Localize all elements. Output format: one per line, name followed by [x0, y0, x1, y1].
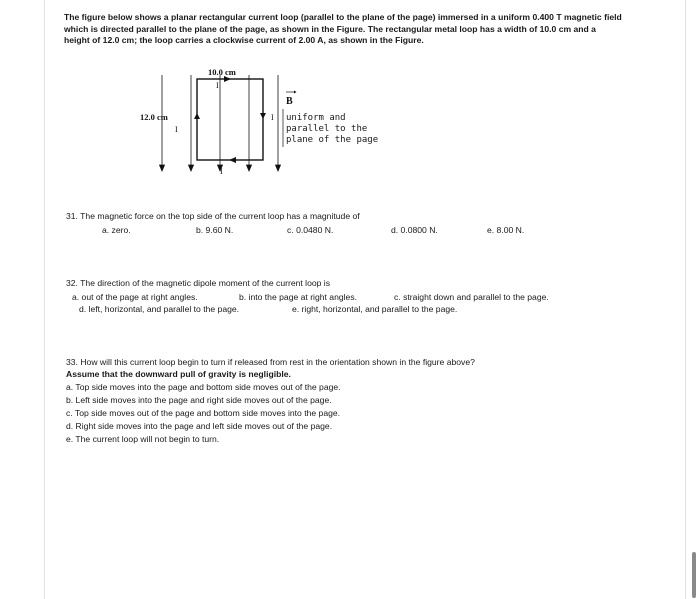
field-label: B [286, 96, 293, 107]
current-label-left: I [175, 125, 178, 134]
current-label-right: I [271, 113, 274, 122]
field-arrow [160, 165, 165, 171]
q32-stem: 32. The direction of the magnetic dipole moment of the current loop is [66, 278, 331, 288]
q33-option-c: c. Top side moves out of the page and bottom side moves into the page. [66, 408, 341, 418]
q32-option-e: e. right, horizontal, and parallel to the page. [292, 304, 458, 314]
current-arrow-right [260, 113, 266, 119]
q32-option-d: d. left, horizontal, and parallel to the page. [79, 304, 240, 314]
q33-option-b: b. Left side moves into the page and right side moves out of the page. [66, 395, 332, 405]
current-arrow-bottom [229, 157, 236, 163]
q33-stem: 33. How will this current loop begin to turn if released from rest in the orientation shown in the figure above? [66, 357, 475, 367]
current-label-bottom: I [220, 167, 223, 176]
q33-option-a: a. Top side moves into the page and bottom side moves out of the page. [66, 382, 341, 392]
current-loop [197, 79, 263, 160]
loop-figure [140, 65, 420, 185]
q32-option-c: c. straight down and parallel to the page. [394, 292, 549, 302]
q31-stem: 31. The magnetic force on the top side of the current loop has a magnitude of [66, 211, 360, 221]
q31-option-d: d. 0.0800 N. [391, 225, 438, 235]
q33-option-e: e. The current loop will not begin to turn. [66, 434, 220, 444]
field-desc-1: uniform and [286, 113, 346, 123]
q32-option-b: b. into the page at right angles. [239, 292, 358, 302]
width-label: 10.0 cm [208, 67, 236, 77]
current-arrow-left [194, 113, 200, 119]
q33-option-d: d. Right side moves into the page and left side moves out of the page. [66, 421, 333, 431]
current-label-top: I [216, 81, 219, 90]
field-arrow [276, 165, 281, 171]
q32-option-a: a. out of the page at right angles. [72, 292, 198, 302]
q31-option-b: b. 9.60 N. [196, 225, 234, 235]
scrollbar-thumb[interactable] [692, 552, 696, 598]
field-arrow [189, 165, 194, 171]
q31-option-c: c. 0.0480 N. [287, 225, 334, 235]
height-label: 12.0 cm [140, 112, 168, 122]
field-desc-2: parallel to the [286, 124, 368, 134]
problem-intro: The figure below shows a planar rectangular current loop (parallel to the plane of the page) immersed in a uniform 0.400 T magnetic field which is directed parallel to the plane of the page, as shown in the Figure. The rectangular metal loop has a width of 10.0 cm and a height of 12.0 cm; the loop carries a clockwise current of 2.00 A, as shown in the Figure. [64, 12, 622, 46]
field-arrow [247, 165, 252, 171]
field-desc-3: plane of the page [286, 135, 379, 145]
q31-option-a: a. zero. [102, 225, 131, 235]
q31-option-e: e. 8.00 N. [487, 225, 525, 235]
q33-note: Assume that the downward pull of gravity is negligible. [66, 369, 291, 379]
